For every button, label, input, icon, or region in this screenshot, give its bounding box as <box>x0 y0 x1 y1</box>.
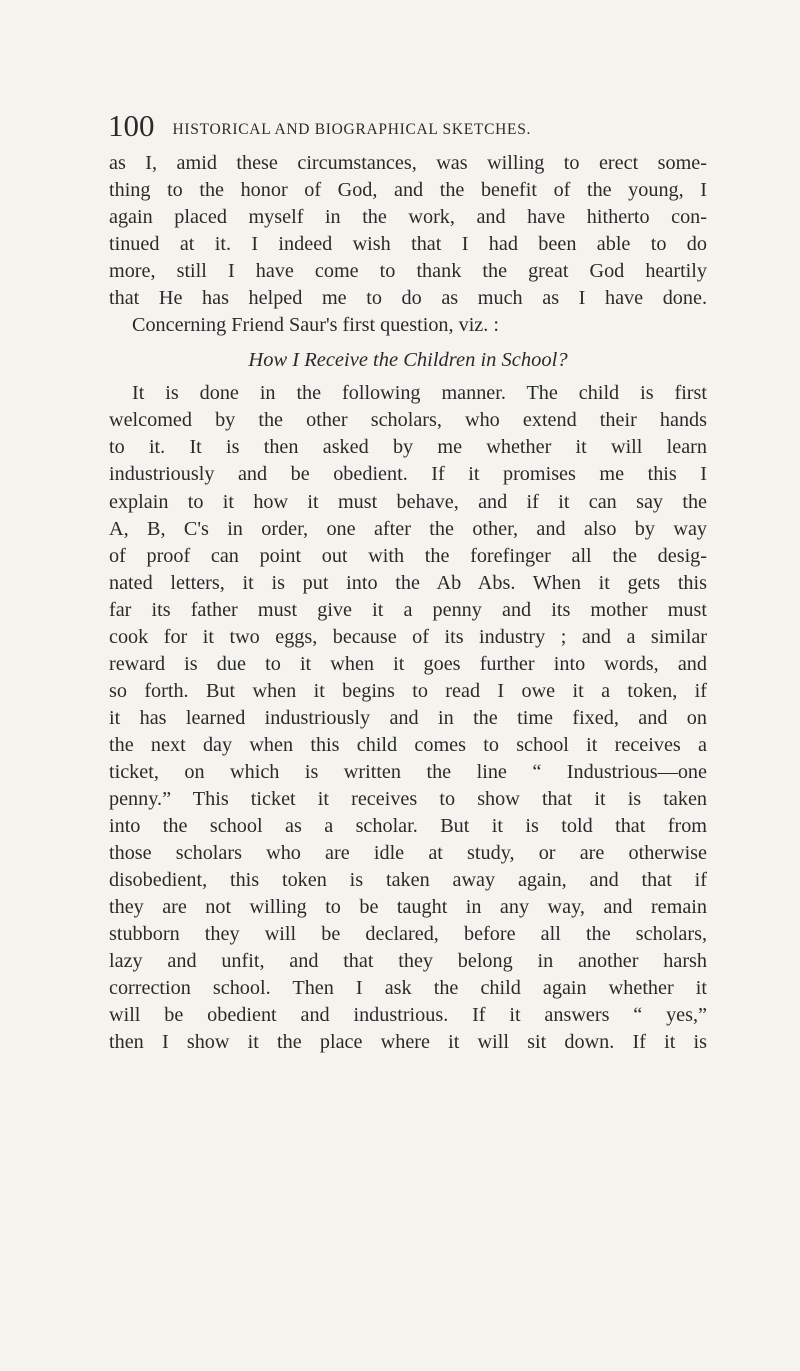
text-line: lazy and unfit, and that they belong in another harsh <box>109 950 707 973</box>
text-line: more, still I have come to thank the great God heartily <box>109 260 707 283</box>
text-line: it has learned industriously and in the time fixed, and on <box>109 706 707 729</box>
text-line: stubborn they will be declared, before all the scholars, <box>109 923 707 946</box>
text-line: of proof can point out with the forefinger all the desig- <box>109 544 707 567</box>
paragraph-continuation <box>109 150 707 312</box>
running-head <box>108 108 708 144</box>
text-line: Concerning Friend Saur's first question, viz. : <box>132 314 499 337</box>
text-line: It is done in the following manner. The child is first <box>132 382 707 405</box>
text-line: that He has helped me to do as much as I have done. <box>109 287 707 310</box>
text-line: reward is due to it when it goes further into words, and <box>109 652 707 675</box>
text-line: penny.” This ticket it receives to show that it is taken <box>109 788 707 811</box>
text-line: tinued at it. I indeed wish that I had been able to do <box>109 233 707 256</box>
text-line: nated letters, it is put into the Ab Abs. When it gets this <box>109 571 707 594</box>
text-line: so forth. But when it begins to read I owe it a token, if <box>109 679 707 702</box>
text-line: cook for it two eggs, because of its industry ; and a similar <box>109 625 707 648</box>
text-line: A, B, C's in order, one after the other, and also by way <box>109 517 707 540</box>
text-line: the next day when this child comes to school it receives a <box>109 733 707 756</box>
text-line: into the school as a scholar. But it is told that from <box>109 815 707 838</box>
text-line: welcomed by the other scholars, who extend their hands <box>109 409 707 432</box>
text-line: to it. It is then asked by me whether it will learn <box>109 436 707 459</box>
text-line: disobedient, this token is taken away again, and that if <box>109 869 707 892</box>
page-number: 100 <box>108 108 155 143</box>
section-heading: How I Receive the Children in School? <box>248 349 568 372</box>
text-line: those scholars who are idle at study, or are otherwise <box>109 842 707 865</box>
text-line: ticket, on which is written the line “ Industrious—one <box>109 760 707 783</box>
paragraph-concerning <box>109 312 707 339</box>
running-title: HISTORICAL AND BIOGRAPHICAL SKETCHES. <box>172 121 532 138</box>
text-line: they are not willing to be taught in any way, and remain <box>109 896 707 919</box>
text-line: thing to the honor of God, and the benefit of the young, I <box>109 179 707 202</box>
paragraph-main <box>109 380 707 1056</box>
body-text <box>109 150 707 1057</box>
text-line: again placed myself in the work, and have hitherto con- <box>109 206 707 229</box>
text-line: will be obedient and industrious. If it answers “ yes,” <box>109 1004 707 1027</box>
text-line: then I show it the place where it will sit down. If it is <box>109 1031 707 1054</box>
text-line: industriously and be obedient. If it promises me this I <box>109 463 707 486</box>
text-line: explain to it how it must behave, and if it can say the <box>109 490 707 513</box>
text-line: as I, amid these circumstances, was willing to erect some- <box>109 152 707 174</box>
text-line: correction school. Then I ask the child again whether it <box>109 977 707 1000</box>
text-line: far its father must give it a penny and its mother must <box>109 598 707 621</box>
